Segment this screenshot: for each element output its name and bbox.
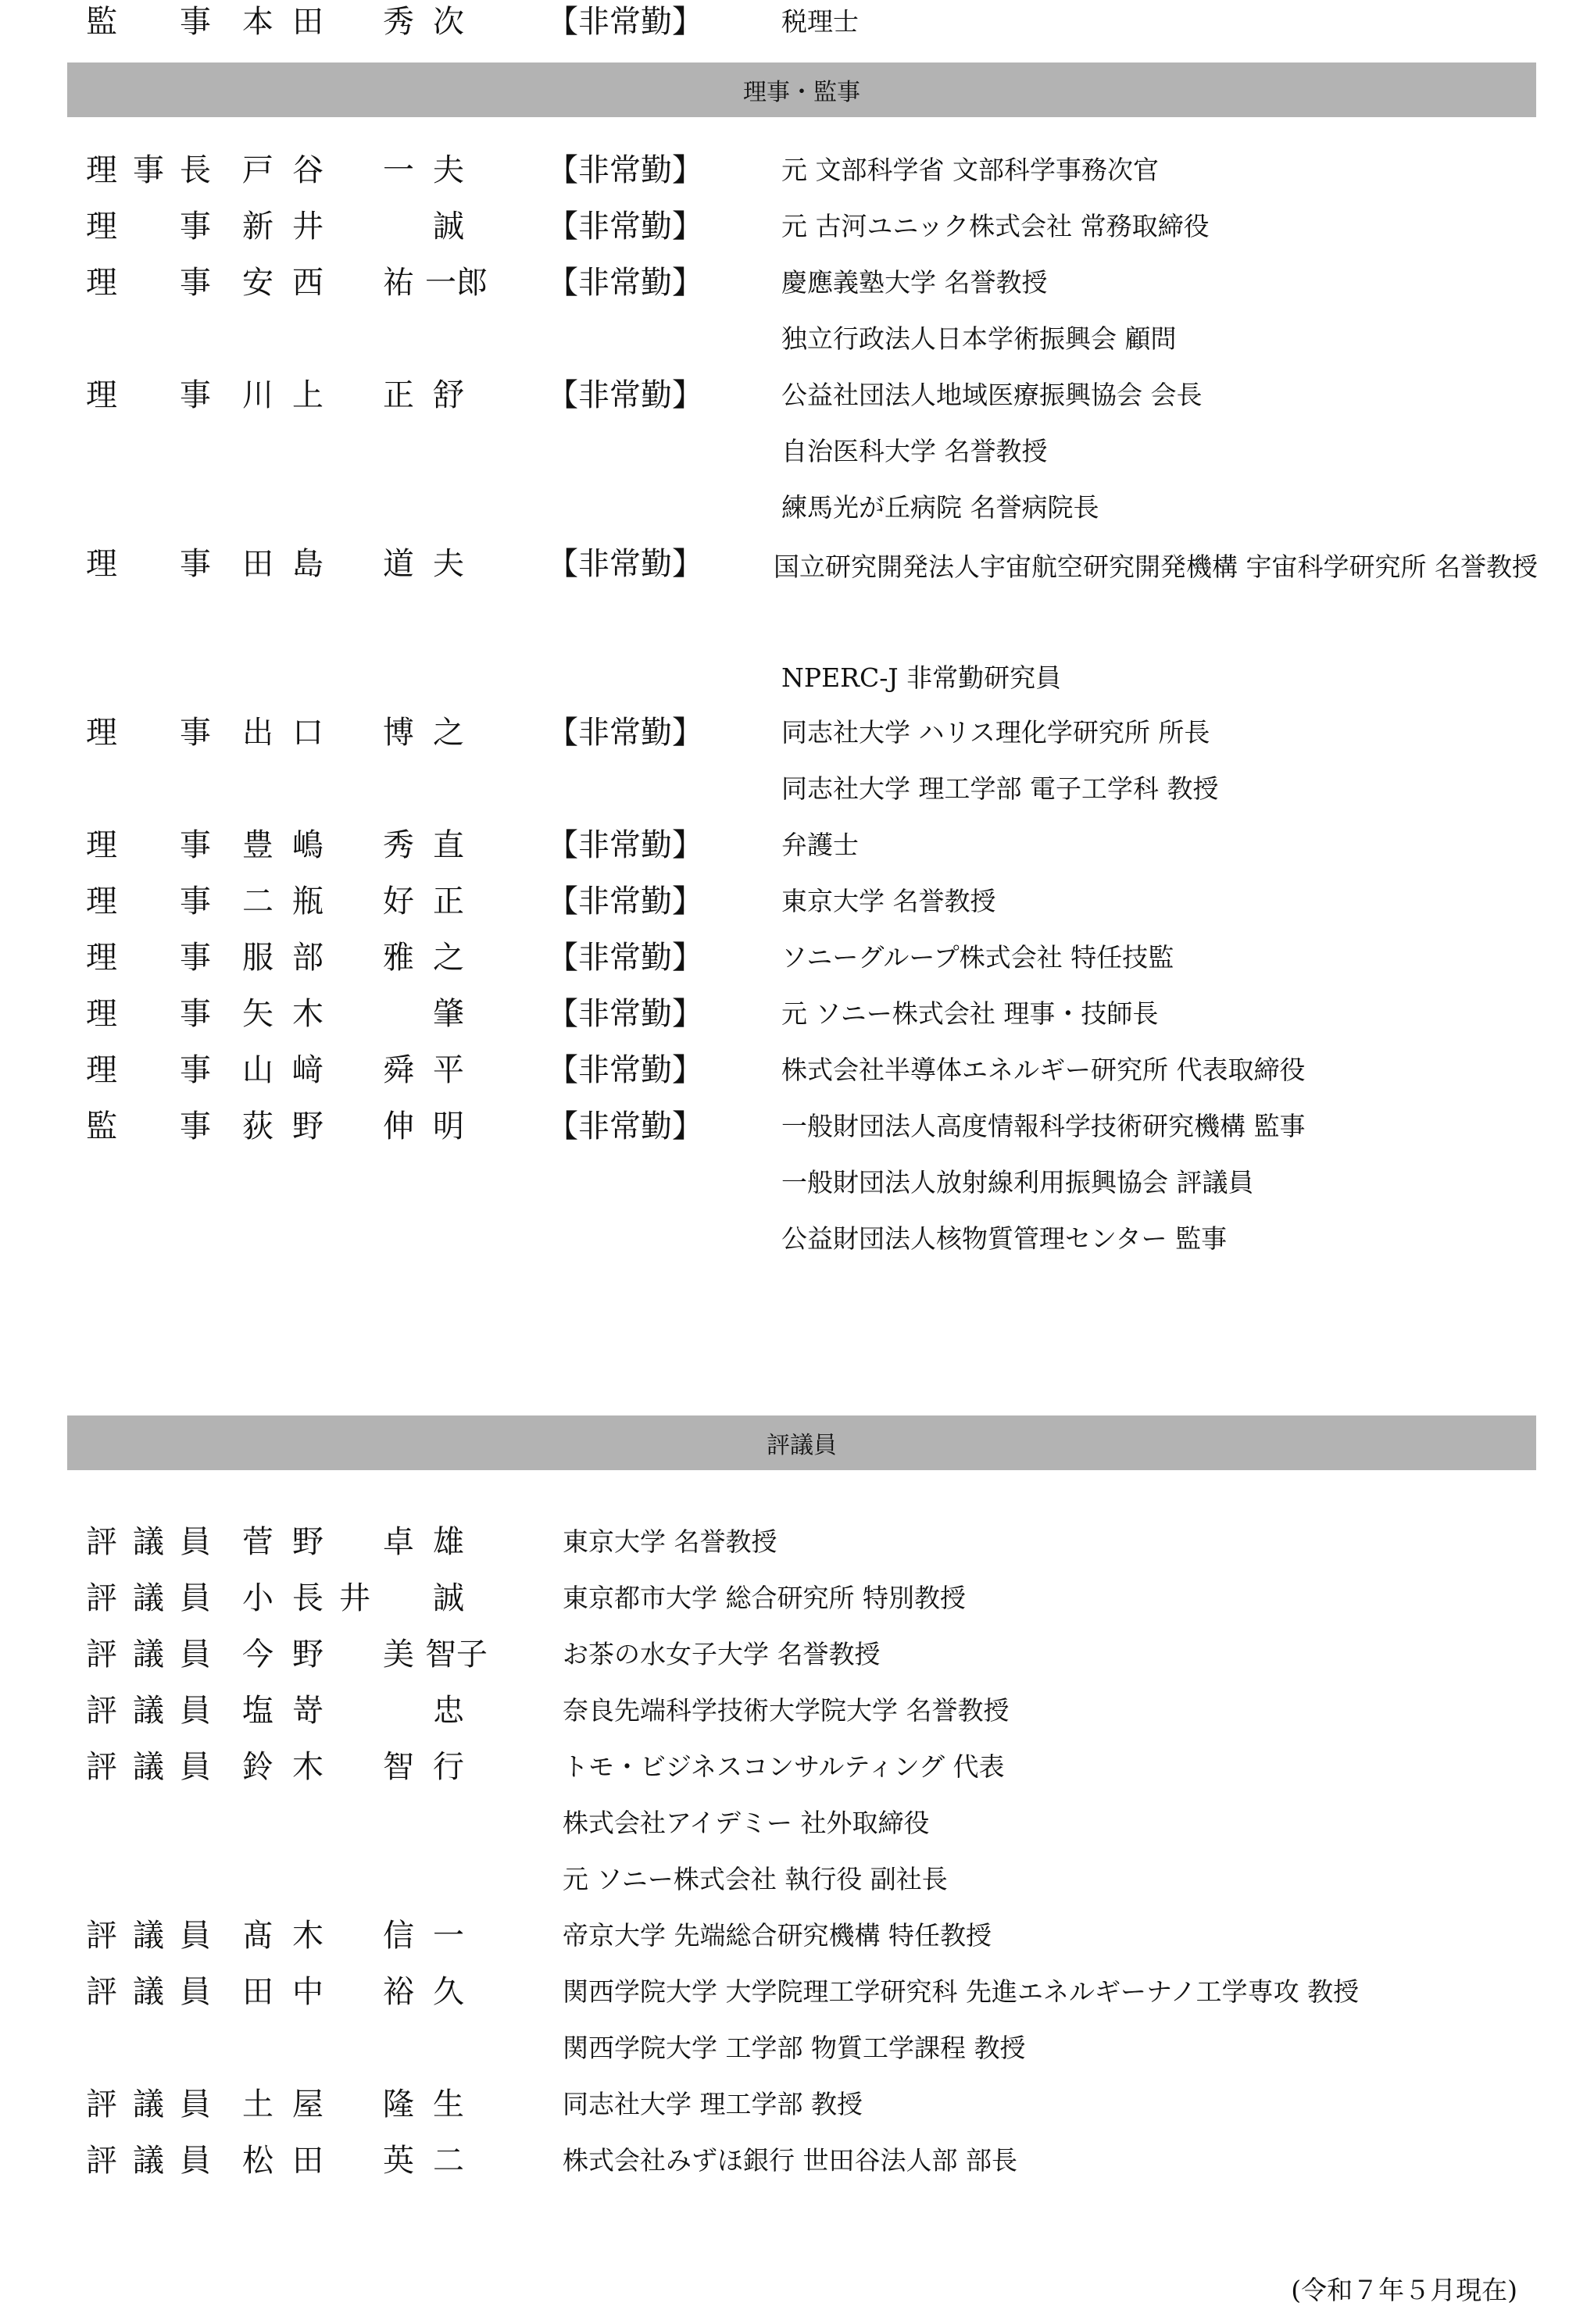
name-char: 舒: [433, 377, 464, 413]
name-char: 舜: [383, 1052, 414, 1088]
role-char: 理: [86, 715, 117, 751]
role-char: 員: [180, 1974, 211, 2010]
name-char: 松: [242, 2143, 273, 2179]
role-char: 評: [86, 1580, 117, 1616]
councilors-section-title: 評議員: [767, 1432, 837, 1459]
name-char: 好: [383, 884, 414, 919]
name-char: 安: [242, 265, 273, 301]
role-char: 事: [180, 1108, 211, 1144]
name-char: 夫: [433, 152, 464, 188]
name-char: 忠: [433, 1693, 464, 1729]
affiliation: 税理士: [781, 6, 859, 37]
affiliation: ソニーグループ株式会社 特任技監: [781, 942, 1174, 973]
name-char: 島: [292, 546, 323, 582]
affiliation: NPERC-J 非常勤研究員: [781, 662, 1062, 693]
role-char: 評: [86, 1749, 117, 1785]
name-char: 道: [383, 546, 414, 582]
name-char: 一: [433, 1918, 464, 1954]
name-char: 中: [292, 1974, 323, 2010]
name-char: 卓: [383, 1524, 414, 1560]
name-char: 服: [242, 940, 273, 976]
employment-status: 【非常勤】: [547, 1052, 703, 1088]
role-char: 評: [86, 1524, 117, 1560]
name-char: 荻: [242, 1108, 273, 1144]
name-char: 夫: [433, 546, 464, 582]
role-char: 理: [86, 940, 117, 976]
name-char: 木: [292, 1749, 323, 1785]
name-char: 二: [242, 884, 273, 919]
employment-status: 【非常勤】: [547, 265, 703, 301]
affiliation: 公益財団法人核物質管理センター 監事: [781, 1223, 1228, 1254]
affiliation: 元 ソニー株式会社 理事・技師長: [781, 998, 1159, 1029]
name-char: 一: [383, 152, 414, 188]
role-char: 理: [86, 884, 117, 919]
role-char: 議: [133, 1749, 164, 1785]
affiliation: 自治医科大学 名誉教授: [781, 436, 1048, 466]
name-char: 英: [383, 2143, 414, 2179]
name-char: 出: [242, 715, 273, 751]
name-char: 信: [383, 1918, 414, 1954]
name-char: 髙: [242, 1918, 273, 1954]
councilors-section-header: [67, 1415, 1536, 1470]
employment-status: 【非常勤】: [547, 546, 703, 582]
affiliation: 帝京大学 先端総合研究機構 特任教授: [563, 1920, 992, 1951]
affiliation: 同志社大学 ハリス理化学研究所 所長: [781, 717, 1210, 748]
name-char: 田: [292, 4, 323, 40]
name-char: 正: [433, 884, 464, 919]
affiliation: 一般財団法人高度情報科学技術研究機構 監事: [781, 1111, 1306, 1141]
employment-status: 【非常勤】: [547, 152, 703, 188]
role-char: 員: [180, 1580, 211, 1616]
affiliation: 東京都市大学 総合研究所 特別教授: [563, 1583, 966, 1613]
role-char: 事: [180, 827, 211, 863]
name-char: 直: [433, 827, 464, 863]
employment-status: 【非常勤】: [547, 827, 703, 863]
employment-status: 【非常勤】: [547, 209, 703, 245]
name-char: 雅: [383, 940, 414, 976]
role-char: 員: [180, 1693, 211, 1729]
affiliation: 独立行政法人日本学術振興会 顧問: [781, 323, 1177, 354]
role-char: 議: [133, 2143, 164, 2179]
officers-section-title: 理事・監事: [743, 79, 860, 106]
as-of-date-note: (令和７年５月現在): [1291, 2275, 1517, 2305]
role-char: 理: [86, 265, 117, 301]
name-char: 祐: [383, 265, 414, 301]
role-char: 評: [86, 1637, 117, 1672]
affiliation: 東京大学 名誉教授: [781, 886, 996, 916]
role-char: 議: [133, 1693, 164, 1729]
name-char: 田: [242, 546, 273, 582]
name-char: 瓶: [292, 884, 323, 919]
name-char: 野: [292, 1108, 323, 1144]
name-char: 秀: [383, 827, 414, 863]
role-char: 議: [133, 2087, 164, 2122]
role-char: 理: [86, 377, 117, 413]
employment-status: 【非常勤】: [547, 940, 703, 976]
affiliation: 東京大学 名誉教授: [563, 1526, 777, 1557]
role-char: 議: [133, 1974, 164, 2010]
role-char: 員: [180, 1749, 211, 1785]
role-char: 評: [86, 1974, 117, 2010]
affiliation: 関西学院大学 工学部 物質工学課程 教授: [563, 2033, 1026, 2063]
affiliation: 関西学院大学 大学院理工学研究科 先進エネルギーナノ工学専攻 教授: [563, 1976, 1360, 2007]
name-char: 木: [292, 996, 323, 1032]
name-char: 本: [242, 4, 273, 40]
role-char: 議: [133, 1637, 164, 1672]
role-char: 理: [86, 827, 117, 863]
role-char: 評: [86, 1693, 117, 1729]
name-char: 上: [292, 377, 323, 413]
role-char: 事: [180, 4, 211, 40]
name-char: 雄: [433, 1524, 464, 1560]
role-char: 事: [180, 884, 211, 919]
name-char: 肇: [433, 996, 464, 1032]
name-char: 嵜: [292, 1693, 323, 1729]
name-char: 生: [433, 2087, 464, 2122]
role-char: 評: [86, 2143, 117, 2179]
name-char: 裕: [383, 1974, 414, 2010]
officers-section-header: [67, 62, 1536, 117]
employment-status: 【非常勤】: [547, 884, 703, 919]
name-char: 西: [292, 265, 323, 301]
affiliation: 奈良先端科学技術大学院大学 名誉教授: [563, 1695, 1010, 1726]
role-char: 議: [133, 1524, 164, 1560]
role-char: 事: [180, 377, 211, 413]
role-char: 理: [86, 546, 117, 582]
name-char: 戸: [242, 152, 273, 188]
name-char: 隆: [383, 2087, 414, 2122]
affiliation: 株式会社みずほ銀行 世田谷法人部 部長: [563, 2145, 1017, 2176]
role-char: 員: [180, 2087, 211, 2122]
name-char: 嶋: [292, 827, 323, 863]
name-char: 野: [292, 1637, 323, 1672]
role-char: 理: [86, 1052, 117, 1088]
name-char: 井: [292, 209, 323, 245]
affiliation: 元 古河ユニック株式会社 常務取締役: [781, 211, 1210, 241]
affiliation: 国立研究開発法人宇宙航空研究開発機構 宇宙科学研究所 名誉教授: [774, 552, 1538, 582]
name-char: 土: [242, 2087, 273, 2122]
role-char: 議: [133, 1918, 164, 1954]
name-char: 田: [292, 2143, 323, 2179]
name-char: 﨑: [292, 1052, 323, 1088]
name-char: 矢: [242, 996, 273, 1032]
name-char: 誠: [433, 1580, 464, 1616]
employment-status: 【非常勤】: [547, 377, 703, 413]
employment-status: 【非常勤】: [547, 1108, 703, 1144]
name-char: 誠: [433, 209, 464, 245]
name-char: 二: [433, 2143, 464, 2179]
role-char: 事: [180, 715, 211, 751]
name-char: 塩: [242, 1693, 273, 1729]
affiliation: 弁護士: [781, 830, 859, 860]
role-char: 事: [180, 1052, 211, 1088]
role-char: 事: [180, 940, 211, 976]
affiliation: 一般財団法人放射線利用振興協会 評議員: [781, 1167, 1254, 1198]
affiliation: 同志社大学 理工学部 電子工学科 教授: [781, 773, 1219, 804]
role-char: 評: [86, 2087, 117, 2122]
name-char: 谷: [292, 152, 323, 188]
employment-status: 【非常勤】: [547, 996, 703, 1032]
affiliation: 公益社団法人地域医療振興協会 会長: [781, 380, 1203, 410]
employment-status: 【非常勤】: [547, 4, 703, 40]
name-char: 博: [383, 715, 414, 751]
role-char: 長: [180, 152, 211, 188]
name-char: 木: [292, 1918, 323, 1954]
name-char: 行: [433, 1749, 464, 1785]
name-char: 智: [383, 1749, 414, 1785]
affiliation: 元 文部科学省 文部科学事務次官: [781, 155, 1159, 185]
name-char: 山: [242, 1052, 273, 1088]
role-char: 事: [180, 996, 211, 1032]
role-char: 事: [133, 152, 164, 188]
role-char: 理: [86, 996, 117, 1032]
affiliation: お茶の水女子大学 名誉教授: [563, 1639, 881, 1669]
name-char: 長: [292, 1580, 323, 1616]
role-char: 事: [180, 265, 211, 301]
affiliation: トモ・ビジネスコンサルティング 代表: [563, 1751, 1005, 1782]
name-char: 久: [433, 1974, 464, 2010]
affiliation: 同志社大学 理工学部 教授: [563, 2089, 863, 2119]
name-char: 豊: [242, 827, 273, 863]
name-char: 明: [433, 1108, 464, 1144]
role-char: 員: [180, 1918, 211, 1954]
name-char: 野: [292, 1524, 323, 1560]
role-char: 理: [86, 152, 117, 188]
name-char: 之: [433, 940, 464, 976]
name-char: 一郎: [425, 265, 488, 301]
name-char: 川: [242, 377, 273, 413]
role-char: 評: [86, 1918, 117, 1954]
role-char: 事: [180, 546, 211, 582]
role-char: 監: [86, 1108, 117, 1144]
name-char: 平: [433, 1052, 464, 1088]
role-char: 議: [133, 1580, 164, 1616]
role-char: 員: [180, 2143, 211, 2179]
affiliation: 元 ソニー株式会社 執行役 副社長: [563, 1864, 948, 1894]
name-char: 美: [383, 1637, 414, 1672]
affiliation: 株式会社アイデミー 社外取締役: [563, 1808, 930, 1838]
role-char: 員: [180, 1524, 211, 1560]
name-char: 今: [242, 1637, 273, 1672]
role-char: 員: [180, 1637, 211, 1672]
name-char: 部: [292, 940, 323, 976]
role-char: 理: [86, 209, 117, 245]
name-char: 之: [433, 715, 464, 751]
affiliation: 株式会社半導体エネルギー研究所 代表取締役: [781, 1055, 1306, 1085]
affiliation: 慶應義塾大学 名誉教授: [781, 267, 1048, 298]
name-char: 智子: [425, 1637, 488, 1672]
name-char: 田: [242, 1974, 273, 2010]
name-char: 口: [292, 715, 323, 751]
name-char: 伸: [383, 1108, 414, 1144]
name-char: 新: [242, 209, 273, 245]
name-char: 小: [242, 1580, 273, 1616]
role-char: 監: [86, 4, 117, 40]
affiliation: 練馬光が丘病院 名誉病院長: [781, 492, 1099, 523]
name-char: 秀: [383, 4, 414, 40]
name-char: 次: [433, 4, 464, 40]
member-row: [0, 1520, 1569, 1564]
role-char: 事: [180, 209, 211, 245]
name-char: 井: [339, 1580, 370, 1616]
name-char: 正: [383, 377, 414, 413]
name-char: 鈴: [242, 1749, 273, 1785]
name-char: 屋: [292, 2087, 323, 2122]
name-char: 菅: [242, 1524, 273, 1560]
employment-status: 【非常勤】: [547, 715, 703, 751]
